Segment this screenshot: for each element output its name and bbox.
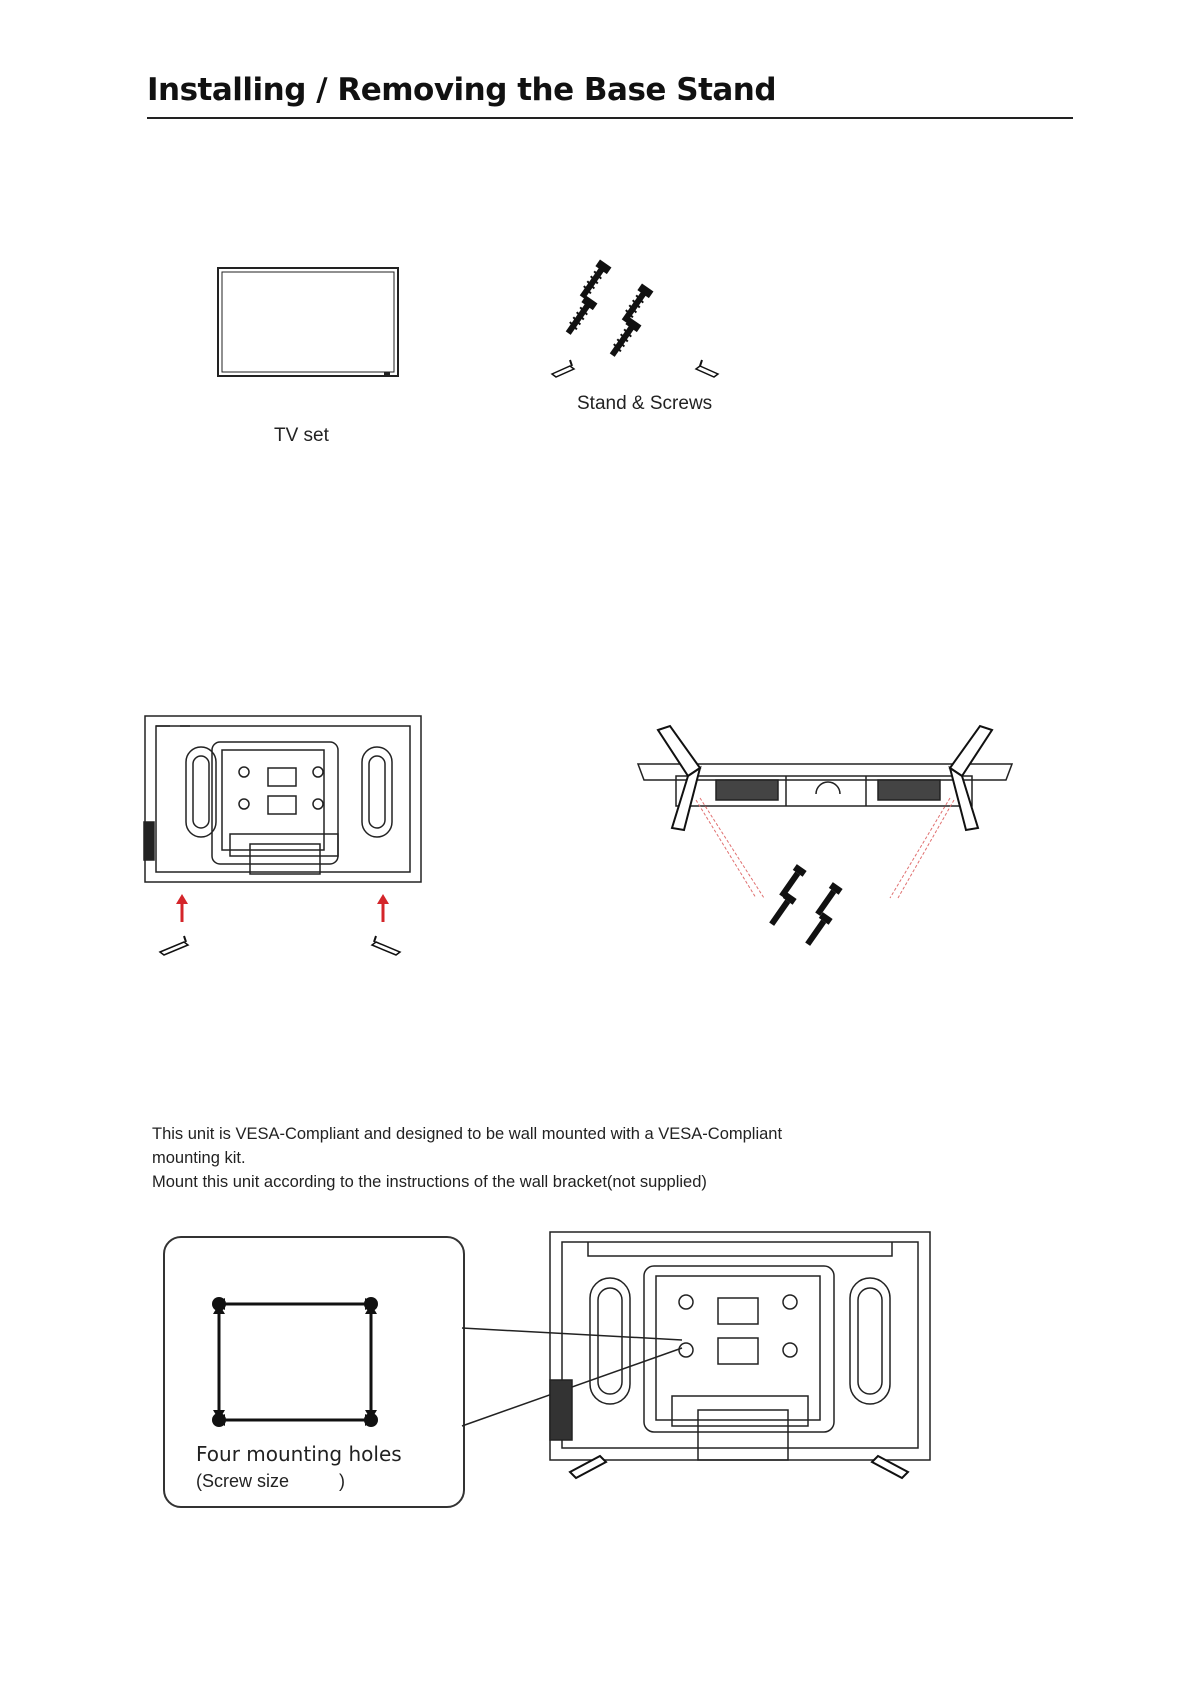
screw-icon	[576, 260, 611, 302]
up-arrow-icon	[176, 894, 188, 922]
vesa-line: Mount this unit according to the instructions of the wall bracket(not supplied)	[152, 1173, 707, 1191]
vesa-line: This unit is VESA-Compliant and designed to be wall mounted with a VESA-Compliant	[152, 1125, 783, 1143]
vesa-instructions	[152, 1122, 912, 1194]
stand-screws-label: Stand & Screws	[577, 393, 713, 414]
tv-set-label: TV set	[274, 425, 329, 446]
callout-title: Four mounting holes	[196, 1442, 402, 1466]
tv-front-icon	[216, 266, 402, 380]
tv-bottom-screw-figure	[636, 720, 1016, 940]
screw-icon	[606, 318, 641, 360]
mounting-hole-icon	[212, 1413, 226, 1427]
mounting-hole-icon	[212, 1297, 226, 1311]
stand-foot-icon	[950, 726, 992, 830]
stand-foot-icon	[696, 360, 718, 377]
stand-screws-figure	[550, 256, 730, 382]
vesa-line: mounting kit.	[152, 1149, 246, 1167]
mounting-hole-icon	[364, 1297, 378, 1311]
tv-back-attach-figure	[140, 712, 430, 964]
mounting-holes-callout	[163, 1236, 465, 1508]
screw-icon	[767, 892, 797, 928]
stand-foot-icon	[160, 936, 188, 955]
screw-icon	[562, 296, 597, 338]
title-divider	[147, 117, 1073, 119]
screw-icon	[777, 864, 807, 900]
stand-foot-icon	[658, 726, 700, 830]
stand-foot-icon	[372, 936, 400, 955]
screw-icon	[803, 912, 833, 948]
up-arrow-icon	[377, 894, 389, 922]
tv-back-wall-mount-figure	[548, 1230, 932, 1480]
screw-icon	[813, 882, 843, 918]
tv-back-icon	[144, 716, 421, 882]
mounting-hole-icon	[364, 1413, 378, 1427]
page-title: Installing / Removing the Base Stand	[147, 72, 777, 108]
stand-foot-icon	[552, 360, 574, 377]
screw-icon	[618, 284, 653, 326]
mounting-holes-diagram	[205, 1292, 385, 1432]
screw-size-label: (Screw size )	[196, 1471, 346, 1491]
tv-back-icon	[550, 1232, 930, 1460]
